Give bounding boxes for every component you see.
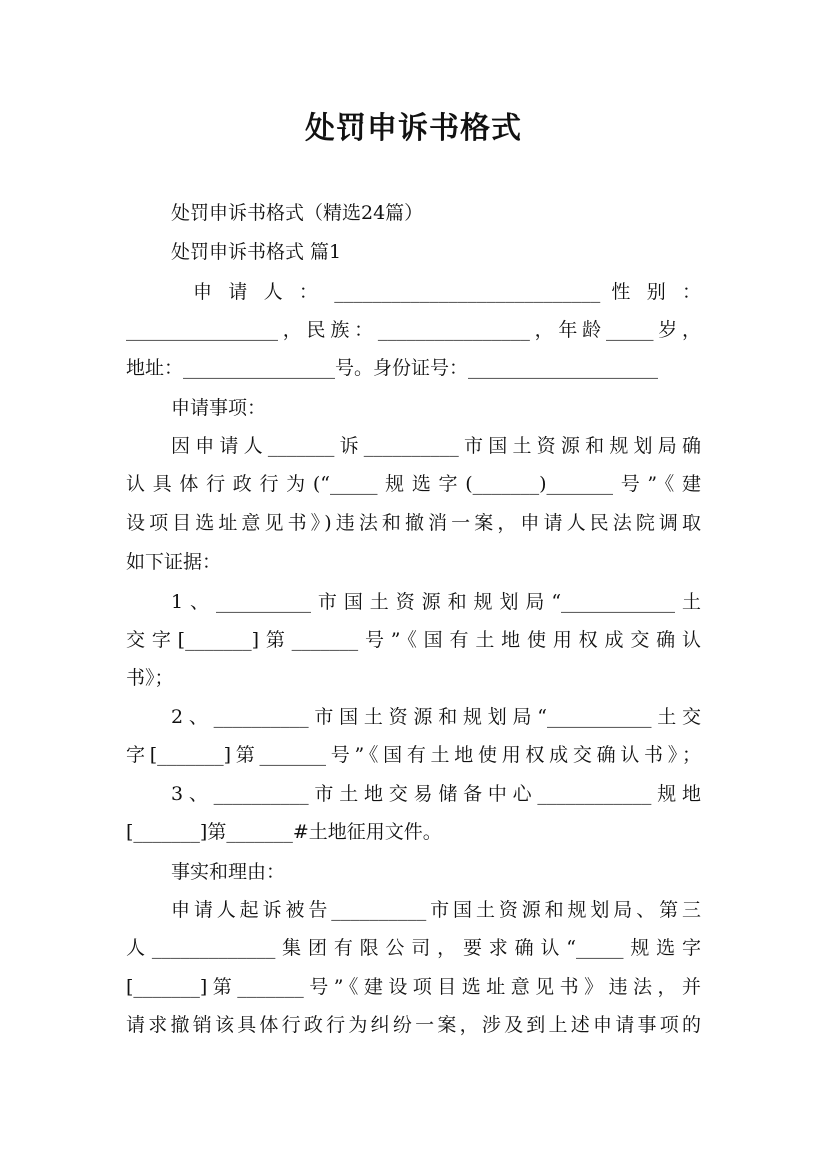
request-heading: 申请事项： xyxy=(171,397,267,419)
address-id-line: 地址：________________号。身份证号：____________________ xyxy=(126,357,659,379)
subtitle-line: 处罚申诉书格式（精选24篇） xyxy=(171,202,424,224)
paragraph-line: 认具体行政行为(“_____规选字(_______)_______号”《建 xyxy=(126,473,701,495)
applicant-line: 申 请 人 ： ____________________________ 性 别 ： xyxy=(193,281,701,303)
paragraph-line: 设项目选址意见书》)违法和撤消一案，申请人民法院调取 xyxy=(126,512,701,534)
evidence-item-2-cont: 字[_______]第_______号”《国有土地使用权成交确认书》； xyxy=(126,744,701,766)
paragraph-line: 因申请人_______诉__________市国土资源和规划局确 xyxy=(171,435,701,457)
paragraph-line: 如下证据： xyxy=(126,551,222,573)
evidence-item-1-cont: 交字[_______]第_______号”《国有土地使用权成交确认 xyxy=(126,629,701,651)
paragraph-line: [_______]第_______号”《建设项目选址意见书》违法，并 xyxy=(126,976,701,998)
evidence-item-3-cont: [_______]第_______#土地征用文件。 xyxy=(126,821,442,843)
paragraph-line: 请求撤销该具体行政行为纠纷一案，涉及到上述申请事项的 xyxy=(126,1014,701,1036)
paragraph-line: 人_____________集团有限公司，要求确认“_____规选字 xyxy=(126,937,701,959)
section-heading: 处罚申诉书格式 篇1 xyxy=(171,241,342,263)
document-title: 处罚申诉书格式 xyxy=(305,111,522,146)
evidence-item-1: 1、__________市国土资源和规划局“____________土 xyxy=(171,591,701,613)
paragraph-line: 申请人起诉被告__________市国土资源和规划局、第三 xyxy=(171,899,701,921)
ethnicity-age-line: ________________，民族：________________，年龄_____岁， xyxy=(126,319,701,341)
evidence-item-2: 2、__________市国土资源和规划局“___________土交 xyxy=(171,706,701,728)
evidence-item-3: 3、__________市土地交易储备中心____________规地 xyxy=(171,783,701,805)
facts-heading: 事实和理由： xyxy=(171,861,286,883)
evidence-item-1-cont: 书》； xyxy=(126,667,174,689)
